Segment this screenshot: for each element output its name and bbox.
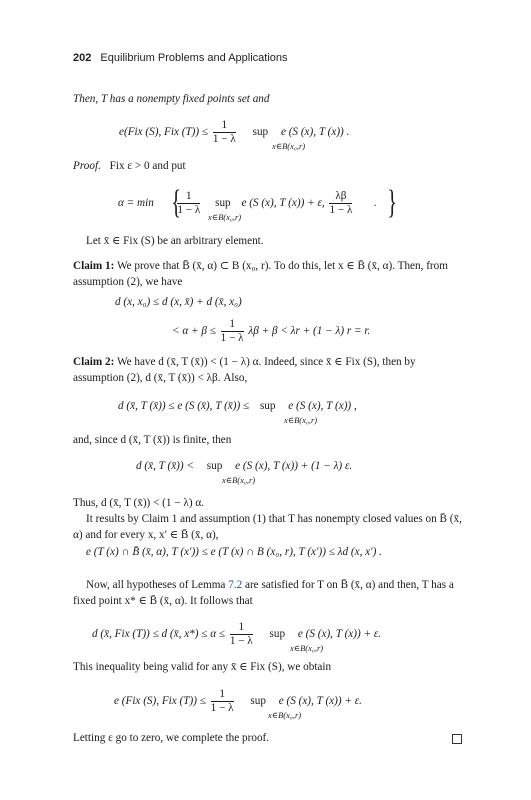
para6-text-b: are satisfied for T on B̄ (x̄, α) and then, T has a fixed point x* ∈ B̄ (x̄, α). It follows that [73,579,454,607]
para6-text-a: Now, all hypotheses of Lemma [86,579,229,591]
eq7-sup: sup [269,628,286,641]
proof-text: Fix ε > 0 and put [109,160,186,172]
eq8-lhs: e (Fix (S), Fix (T)) ≤ [114,695,206,708]
eq7-sup-subscript: x∈B(x₀,r) [290,643,324,653]
eq2-frac2-den: 1 − λ [329,204,353,216]
eq8-sup-subscript: x∈B(x₀,r) [268,710,302,720]
eq1-lhs: e(Fix (S), Fix (T)) ≤ [119,126,209,139]
eq7-lhs: d (x̄, Fix (T)) ≤ d (x̄, x*) ≤ α ≤ [92,628,226,641]
eq8-frac-num: 1 [211,688,234,702]
eq8-rhs: e (S (x), T (x)) + ε. [278,695,362,708]
eq5-sup-subscript: x∈B(x₀,r) [222,475,256,485]
eq4-sup: sup [259,400,276,412]
eq8-fraction [211,688,234,715]
equation-1 [119,119,349,146]
claim2-text: We have d (x̄, T (x̄)) < (1 − λ) α. Indeed, since x̄ ∈ Fix (S), then by assumption (2), d (x̄, T (x̄)) < λβ. Also, [73,356,416,384]
eq2-lhs: α = min [118,197,154,210]
claim1-text: We prove that B̄ (x̄, α) ⊂ B (x₀, r). To do this, let x ∈ B̄ (x̄, α). Then, from assumption (2), we have [73,260,448,288]
eq1-frac-den: 1 − λ [212,133,236,145]
eq3-fraction [221,318,244,345]
eq3-line2-b: λβ + β < λr + (1 − λ) r = r. [248,325,371,338]
eq4-sup-subscript: x∈B(x₀,r) [284,415,318,425]
qed-square-icon [452,734,462,744]
paragraph-inequality: This inequality being valid for any x̄ ∈ Fix (S), we obtain [73,661,332,673]
left-brace-glyph: { [171,184,182,221]
eq2-sup-subscript: x∈B(x₀,r) [208,212,242,222]
claim2-label: Claim 2: [73,356,115,368]
equation-8 [114,688,362,715]
paragraph-finite: and, since d (x̄, T (x̄)) is finite, then [73,434,232,446]
eq5-lhs: d (x̄, T (x̄)) < [136,460,194,472]
eq2-frac1-num: 1 [177,190,200,204]
eq2-mid: e (S (x), T (x)) + ε, [241,197,325,210]
equation-6: e (T (x) ∩ B̄ (x̄, α), T (x′)) ≤ e (T (x) ∩ B (x₀, r), T (x′)) ≤ λd (x, x′) . [86,546,382,558]
eq5-sup: sup [206,460,223,472]
eq1-rhs: e (S (x), T (x)) . [280,126,350,139]
paragraph-thus: Thus, d (x̄, T (x̄)) < (1 − λ) α. [73,497,204,509]
eq4-rhs: e (S (x), T (x)) , [288,400,357,412]
proof-line [73,158,465,174]
paragraph-let-x: Let x̄ ∈ Fix (S) be an arbitrary element. [86,235,264,247]
equation-4 [118,400,357,412]
eq8-sup: sup [250,695,266,708]
eq2-frac1-den: 1 − λ [177,204,201,216]
paragraph-claim-results: It results by Claim 1 and assumption (1) that T has nonempty closed values on B̄ (x̄, α) and for every x, x′ ∈ B̄ (x̄, α), [73,513,462,541]
running-title: Equilibrium Problems and Applications [100,52,288,64]
eq7-frac-num: 1 [230,621,253,635]
equation-3-line-2 [172,318,370,345]
eq7-frac-den: 1 − λ [229,635,253,647]
eq3-line2-a: < α + β ≤ [172,325,216,338]
claim-1 [73,258,465,290]
eq2-fraction-2 [329,190,352,217]
eq7-rhs: e (S (x), T (x)) + ε. [297,628,382,641]
theorem-text: Then, T has a nonempty fixed points set and [73,93,270,105]
paragraph-conclusion: Letting ε go to zero, we complete the proof. [73,732,270,744]
equation-3-line-1: d (x, x₀) ≤ d (x, x̄) + d (x̄, x₀) [115,296,242,308]
eq1-sup: sup [252,126,269,139]
right-brace-glyph: } [387,184,398,221]
claim-2 [73,354,465,386]
lemma-link[interactable]: 7.2 [228,579,243,591]
eq8-frac-den: 1 − λ [210,702,234,714]
eq2-frac2-num: λβ [329,190,352,204]
equation-5 [136,460,352,472]
eq4-lhs: d (x̄, T (x̄)) ≤ e (S (x̄), T (x̄)) ≤ [118,400,250,412]
eq7-fraction [230,621,253,648]
eq5-rhs: e (S (x), T (x)) + (1 − λ) ε. [235,460,353,472]
eq1-fraction [213,119,236,146]
eq2-sup: sup [215,197,231,210]
proof-label: Proof. [73,160,101,172]
page-number: 202 [73,52,92,64]
eq3-frac-num: 1 [221,318,244,332]
equation-7 [92,621,381,648]
eq1-frac-num: 1 [213,119,236,133]
running-head [73,52,288,64]
paragraph-lemma [73,577,465,609]
eq1-sup-subscript: x∈B(x₀,r) [272,141,306,151]
equation-2 [118,190,377,217]
claim1-label: Claim 1: [73,260,115,272]
eq3-frac-den: 1 − λ [220,332,244,344]
eq2-end: . [373,197,377,210]
